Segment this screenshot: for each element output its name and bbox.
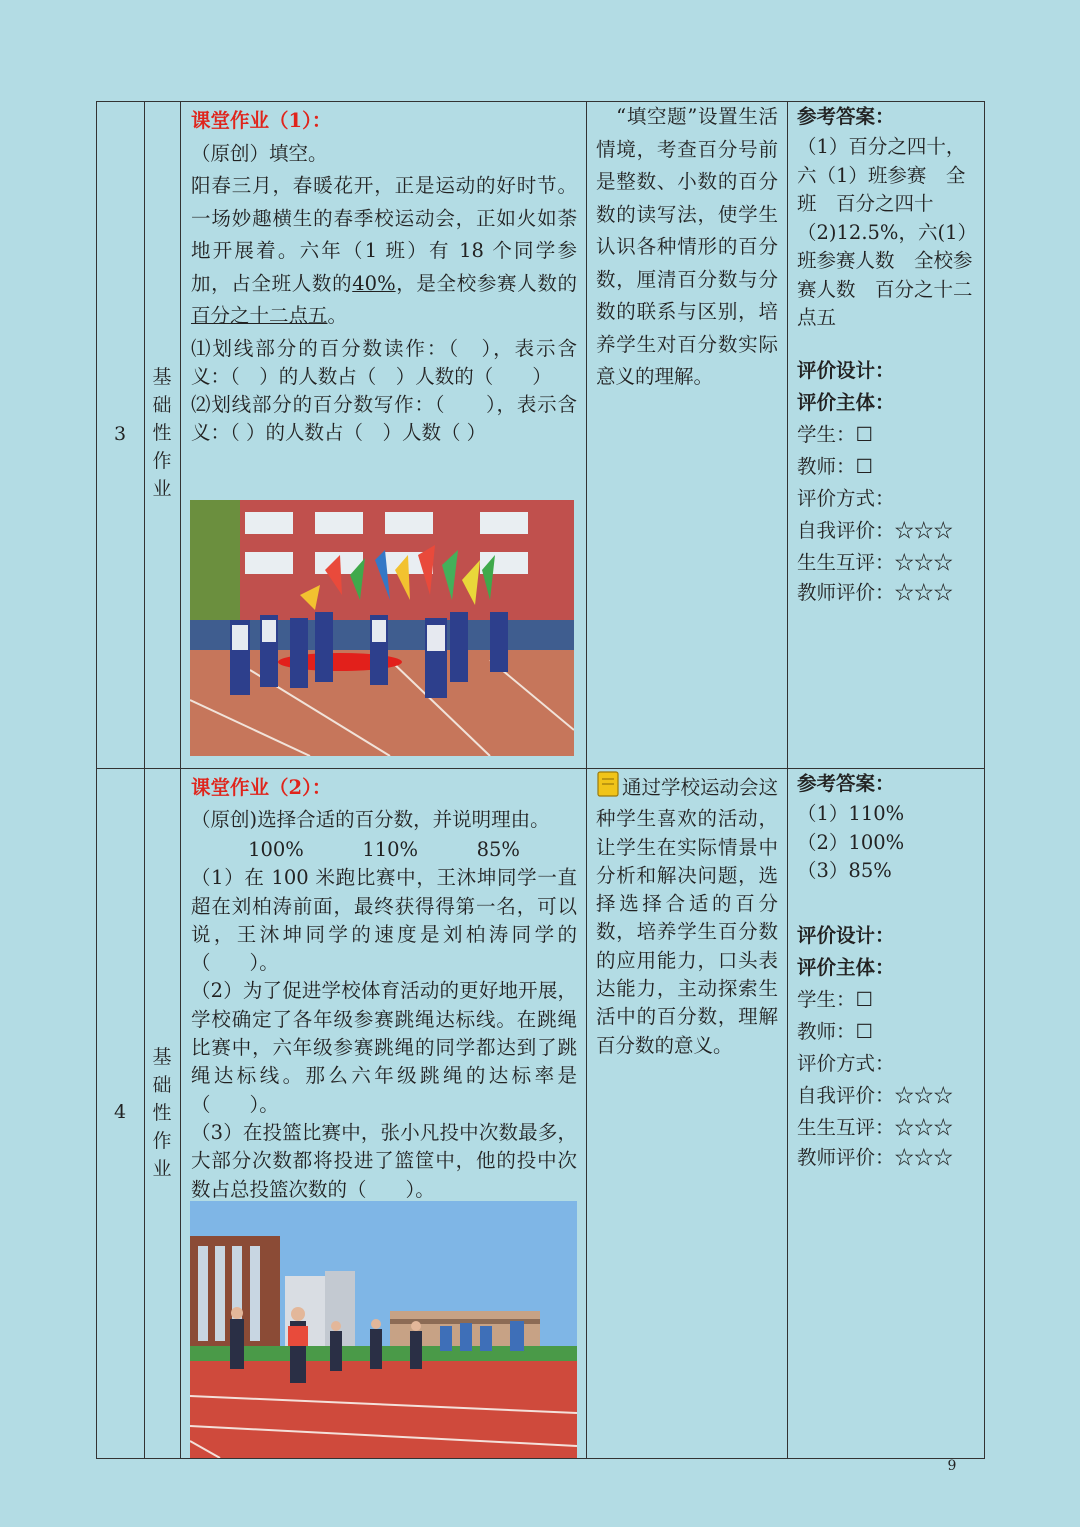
design-intent-cell: 通过学校运动会这种学生喜欢的活动，让学生在实际情景中分析和解决问题，选择选择合适的百分数，培养学生百分数的应用能力，口头表达能力，主动探索生活中的百分数，理解百分数的意义。 xyxy=(596,771,778,1060)
question-2: ⑵划线部分的百分数写作：（ ），表示含义：（ ）的人数占（ ）人数（ ） xyxy=(191,392,577,444)
task-title: 课堂作业（2）： xyxy=(191,776,332,799)
question-2: （2）为了促进学校体育活动的更好地开展，学校确定了各年级参赛跳绳达标线。在跳绳比赛中，六年级参赛跳绳的同学都达到了跳绳达标线。那么六年级跳绳的达标率是（ ）。 xyxy=(191,979,577,1116)
running-race-photo xyxy=(190,1201,577,1458)
question-1: （1）在 100 米跑比赛中，王沐坤同学一直超在刘柏涛前面，最终获得得第一名，可以说，王沐坤同学的速度是刘柏涛同学的（ ）。 xyxy=(191,866,577,975)
row-number: 4 xyxy=(113,1101,127,1123)
task-title: 课堂作业（1）： xyxy=(191,109,332,132)
task-source: （原创）填空。 xyxy=(191,141,328,165)
task-scenario: 阳春三月，春暖花开，正是运动的好时节。一场妙趣横生的春季校运动会，正如火如荼地开展着。六年（1 班）有 18 个同学参加，占全班人数的40%，是全校参赛人数的百分之十二点五。 xyxy=(191,174,577,327)
answer-cell: 参考答案： （1）110% （2）100% （3）85% 评价设计： 评价主体： 学生：☐ 教师：☐ 评价方式： 自我评价：☆☆☆ 生生互评：☆☆☆ 教师评价：☆☆☆ xyxy=(797,772,954,1169)
task-cell xyxy=(191,772,577,1204)
note-icon xyxy=(596,771,620,805)
question-1: ⑴划线部分的百分数读作：（ ），表示含义：（ ）的人数占（ ）人数的（ ） xyxy=(191,336,577,388)
question-3: （3）在投篮比赛中，张小凡投中次数最多，大部分次数都将投进了篮筐中，他的投中次数占总投篮次数的（ ）。 xyxy=(191,1120,577,1201)
task-source: （原创)选择合适的百分数，并说明理由。 xyxy=(191,808,550,831)
homework-table xyxy=(96,101,985,1459)
sports-parade-photo xyxy=(190,500,574,756)
row-number: 3 xyxy=(113,423,127,445)
page-number: 9 xyxy=(947,1458,957,1474)
task-cell xyxy=(191,105,577,447)
category-label: 基 础 性 作 业 xyxy=(152,1046,172,1180)
category-label: 基 础 性 作 业 xyxy=(152,366,172,500)
task-options: 100% 110% 85% xyxy=(248,838,520,861)
answer-cell: 参考答案： （1）百分之四十，六（1）班参赛 全班 百分之四十 （2)12.5%，六(1）班参赛人数 全校参赛人数 百分之十二点五 评价设计： 评价主体： 学生：☐ 教师：☐ 评价方式： 自我评价：☆☆☆ 生生互评：☆☆☆ 教师评价：☆☆☆ xyxy=(797,105,977,604)
design-intent-cell: “填空题”设置生活情境，考查百分号前是整数、小数的百分数的读写法，使学生认识各种情形的百分数，厘清百分数与分数的联系与区别，培养学生对百分数实际意义的理解。 xyxy=(596,105,778,388)
